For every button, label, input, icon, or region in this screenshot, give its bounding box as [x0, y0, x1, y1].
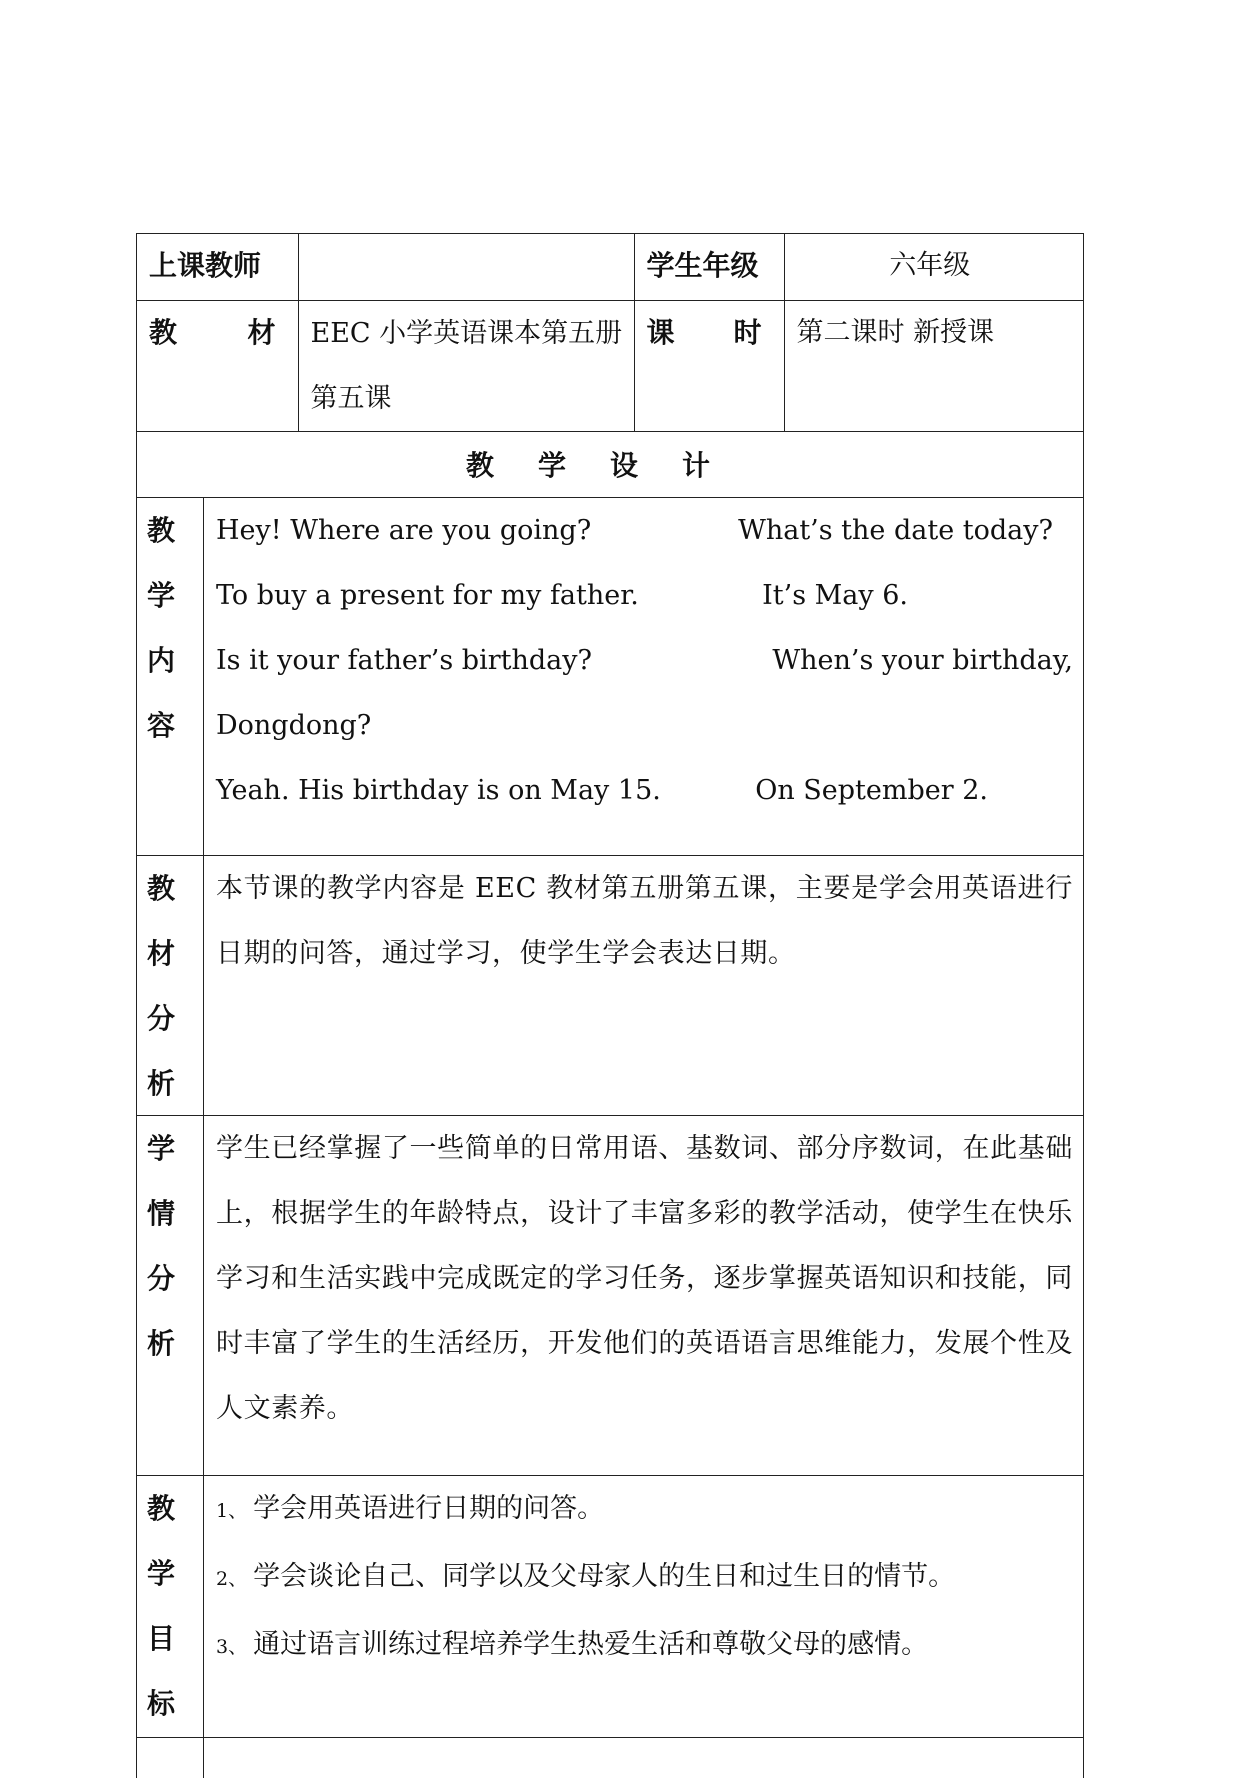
section-teaching-objectives — [137, 1476, 1083, 1738]
section-continued-body — [204, 1738, 1083, 1778]
list-item: 1、 学会用英语进行日期的问答。 — [216, 1492, 605, 1524]
objectives-list — [204, 1476, 1083, 1737]
section-label: 教 学 目 标 — [137, 1476, 204, 1737]
dialogue-line: Hey! Where are you going? What’s the date today? — [216, 514, 1053, 546]
period-label-char-2: 时 — [733, 315, 762, 349]
grade-value: 六年级 — [784, 234, 1083, 300]
section-continued — [137, 1738, 1083, 1778]
teacher-label: 上课教师 — [137, 234, 298, 300]
section-label: 教 材 分 析 — [137, 856, 204, 1115]
dialogue-line: Dongdong? — [216, 709, 372, 741]
period-value: 第二课时 新授课 — [784, 300, 1083, 431]
textbook-label-char-1: 教 — [149, 315, 178, 349]
student-analysis-text: 学生已经掌握了一些简单的日常用语、基数词、部分序数词，在此基础上，根据学生的年龄特点，设计了丰富多彩的教学活动，使学生在快乐学习和生活实践中完成既定的学习任务，逐步掌握英语知识和技能，同时丰富了学生的生活经历，开发他们的英语语言思维能力，发展个性及人文素养。 — [216, 1132, 1073, 1424]
dialogue-line: To buy a present for my father. It’s May 6. — [216, 579, 908, 611]
header-row-2 — [137, 300, 1083, 431]
design-title: 教学设计 — [137, 432, 1083, 498]
material-analysis-text: 本节课的教学内容是 EEC 教材第五册第五课，主要是学会用英语进行日期的问答，通过学习，使学生学会表达日期。 — [216, 872, 1073, 969]
dialogue-line: Is it your father’s birthday? When’s your birthday, — [216, 644, 1073, 676]
header-row-1 — [137, 234, 1083, 300]
dialogue-body — [204, 498, 1083, 855]
textbook-label-cell — [137, 300, 298, 431]
period-label-cell — [634, 300, 784, 431]
textbook-value: EEC 小学英语课本第五册第五课 — [298, 300, 634, 431]
lesson-plan-table — [136, 233, 1084, 1778]
list-item: 2、 学会谈论自己、同学以及父母家人的生日和过生日的情节。 — [216, 1560, 956, 1592]
textbook-label-char-2: 材 — [247, 315, 276, 349]
grade-label: 学生年级 — [634, 234, 784, 300]
section-label: 学 情 分 析 — [137, 1116, 204, 1475]
teacher-value — [298, 234, 634, 300]
section-material-analysis — [137, 856, 1083, 1116]
dialogue-line: Yeah. His birthday is on May 15. On September 2. — [216, 774, 988, 806]
section-student-analysis — [137, 1116, 1083, 1476]
list-item: 3、 通过语言训练过程培养学生热爱生活和尊敬父母的感情。 — [216, 1628, 929, 1660]
period-label-char-1: 课 — [646, 315, 675, 349]
section-teaching-content — [137, 498, 1083, 856]
section-label: 教 学 内 容 — [137, 498, 204, 855]
section-label — [137, 1738, 204, 1778]
header-table — [137, 234, 1083, 432]
